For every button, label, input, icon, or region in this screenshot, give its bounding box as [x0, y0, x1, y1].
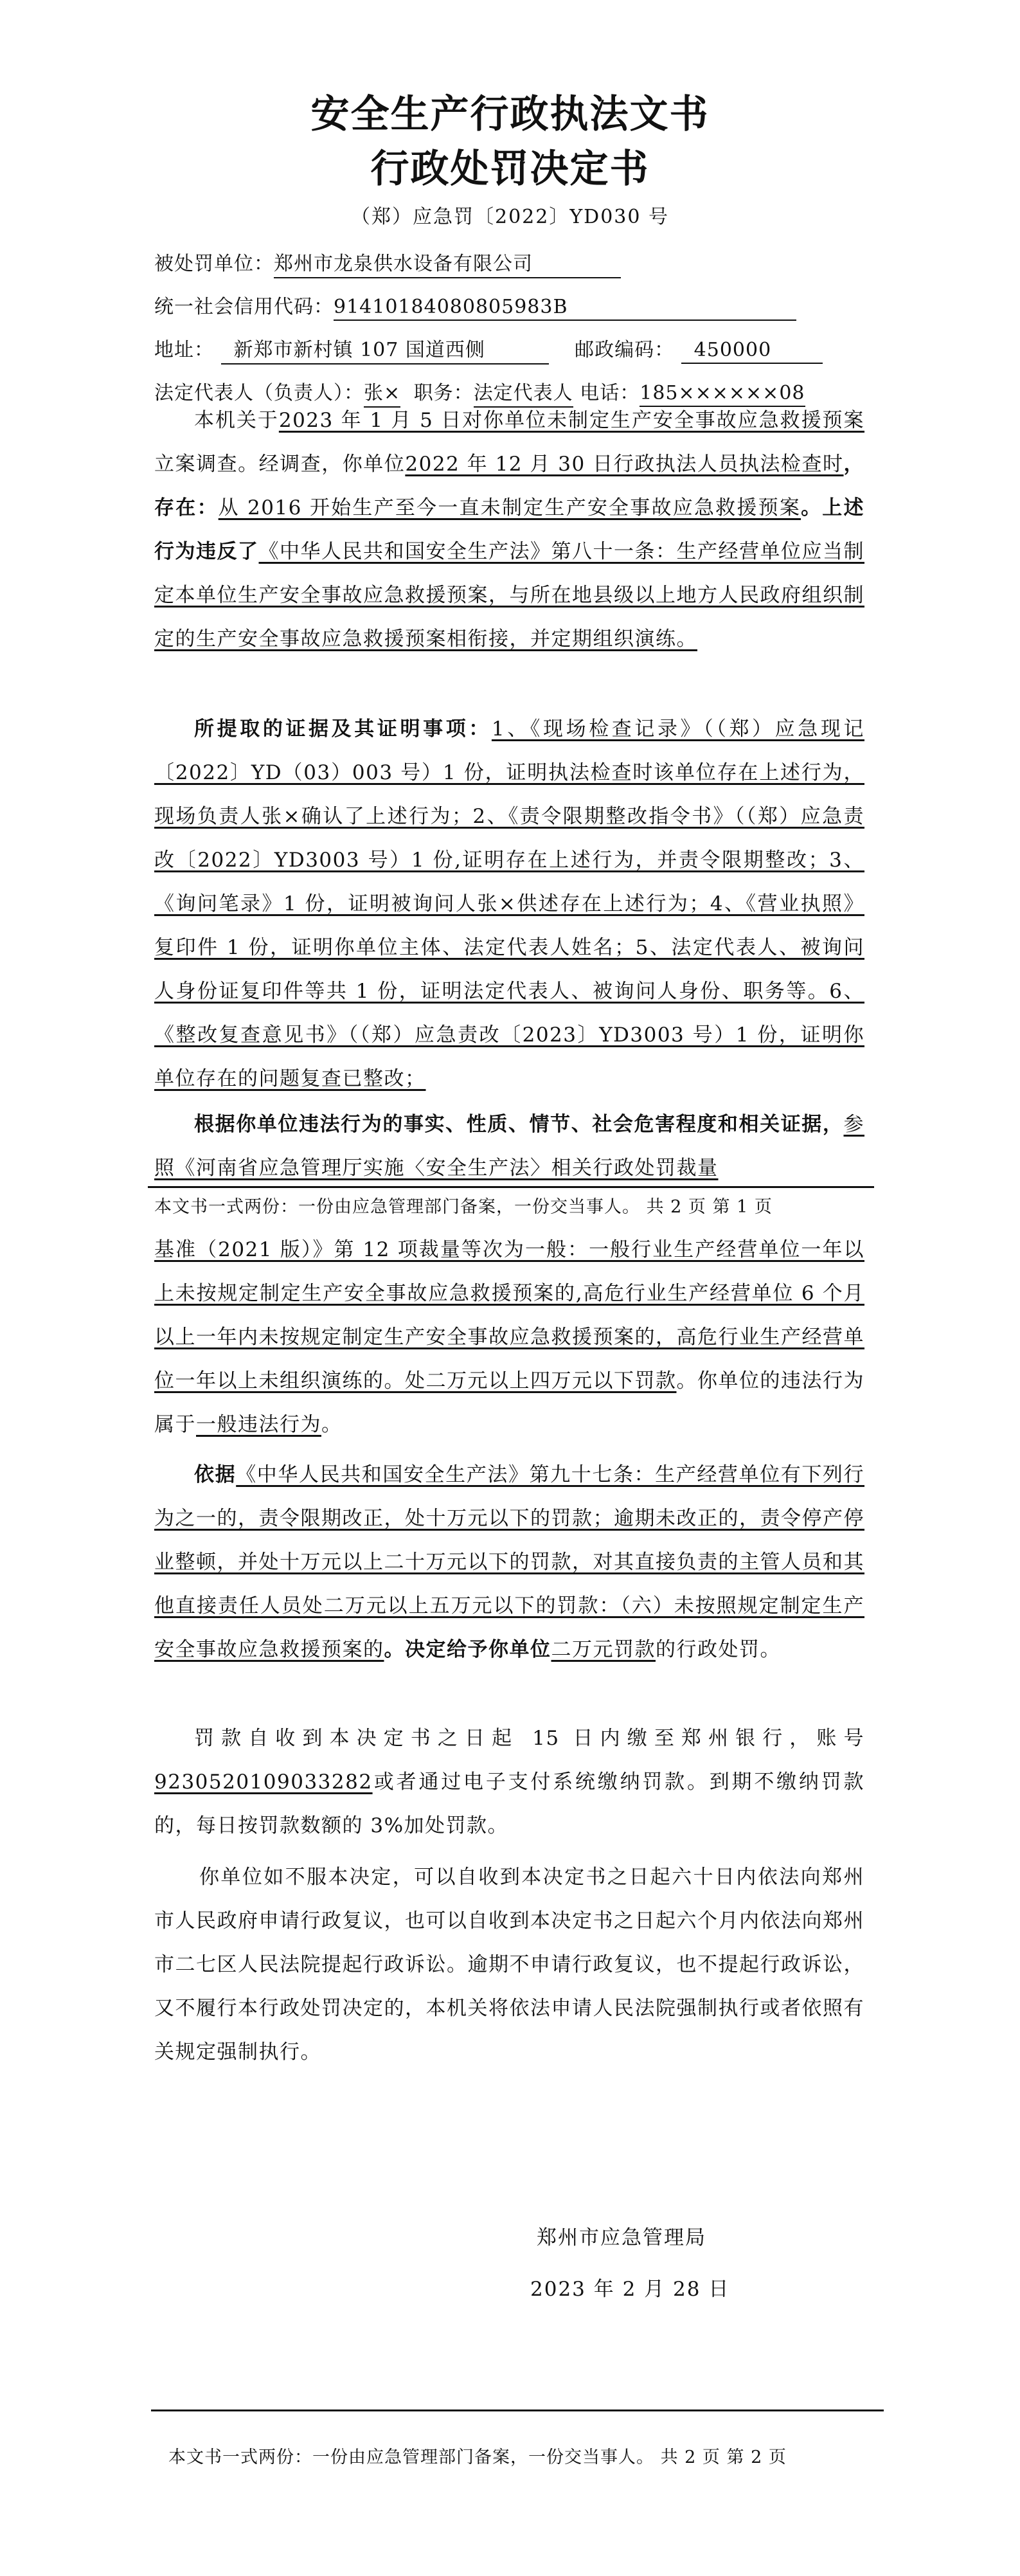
evidence-label: 所提取的证据及其证明事项： — [194, 717, 492, 741]
phone-value: 185××××××08 — [640, 382, 805, 407]
issue-date: 2023 年 2 月 28 日 — [530, 2278, 730, 2301]
discretion-reference: 参照《河南省应急管理厅实施〈安全生产法〉相关行政处罚裁量 — [154, 1113, 864, 1180]
position-value: 法定代表人 — [474, 377, 573, 408]
facts-exists-label: ，存在： — [154, 453, 865, 519]
page-footer-2: 本文书一式两份：一份由应急管理部门备案，一份交当事人。 共 2 页 第 2 页 — [168, 2447, 787, 2467]
violation-description: 从 2016 开始生产至今一直未制定生产安全事故应急救援预案 — [218, 496, 801, 519]
basis-intro: 根据你单位违法行为的事实、性质、情节、社会危害程度和相关证据， — [194, 1113, 844, 1136]
appeal-paragraph: 你单位如不服本决定，可以自收到本决定书之日起六十日内依法向郑州市人民政府申请行政复议，也可以自收到本决定书之日起六个月内依法向郑州市二七区人民法院提起行政诉讼。逾期不申请行政复议，也不提起行政诉讼，又不履行本行政处罚决定的，本机关将依法申请人民法院强制执行或者依照有关规定强制执行。 — [154, 1866, 864, 2064]
issuing-authority: 郑州市应急管理局 — [537, 2226, 706, 2249]
entity-value: 郑州市龙泉供水设备有限公司 — [274, 248, 621, 278]
entity-label: 被处罚单位： — [154, 253, 274, 275]
address-row — [154, 334, 823, 365]
legal-basis-label: 依据 — [194, 1463, 237, 1486]
discretion-standard: 基准（2021 版）》第 12 项裁量等次为一般：一般行业生产经营单位一年以上未按规定制定生产安全事故应急救援预案的,高危行业生产经营单位 6 个月以上一年内未按规定制定生产安全事故应急救援预案的，高危行业生产经营单位一年以上未组织演练的。处二万元以上四万元以下罚款 — [154, 1238, 864, 1392]
facts-paragraph — [154, 399, 864, 661]
classification-intro: 。你单位的违法行为属于 — [154, 1369, 864, 1436]
classification-end: 。 — [321, 1413, 343, 1436]
case-filing-date: 2023 年 1 月 5 日对你单位未制定生产安全事故应急救援预案 — [278, 409, 865, 432]
evidence-list: 1、《现场检查记录》（（郑）应急现记〔2022〕YD（03）003 号）1 份，证明执法检查时该单位存在上述行为，现场负责人张×确认了上述行为；2、《责令限期整改指令书》（（郑）应急责改〔2022〕YD3003 号）1 份,证明存在上述行为，并责令限期整改；3、《询问笔录》1 份，证明被询问人张×供述存在上述行为；4、《营业执照》复印件 1 份，证明你单位主体、法定代表人姓名；5、法定代表人、被询问人身份证复印件等共 1 份，证明法定代表人、被询问人身份、职务等。6、《整改复查意见书》（（郑）应急责改〔2023〕YD3003 号）1 份，证明你单位存在的问题复查已整改； — [154, 717, 864, 1090]
violation-classification: 一般违法行为 — [196, 1413, 321, 1436]
credit-code-value: 91410184080805983B — [334, 296, 796, 321]
footer-divider — [151, 2409, 884, 2411]
page-footer-1: 本文书一式两份：一份由应急管理部门备案，一份交当事人。 共 2 页 第 1 页 — [154, 1197, 773, 1217]
credit-code-label: 统一社会信用代码： — [154, 296, 334, 318]
document-category-title: 安全生产行政执法文书 — [310, 92, 710, 137]
document-number: （郑）应急罚〔2022〕YD030 号 — [350, 206, 669, 228]
representative-label: 法定代表人（负责人）： — [154, 382, 364, 404]
credit-code-row — [154, 291, 796, 321]
phone-label: 电话： — [580, 382, 640, 404]
facts-text: 立案调查。经调查，你单位 — [154, 453, 406, 476]
violation-intro: 。上述行为违反了 — [154, 496, 865, 563]
penalized-entity-row — [154, 248, 621, 278]
bank-account-number: 9230520109033282 — [154, 1770, 373, 1794]
facts-intro: 本机关于 — [194, 409, 279, 432]
representative-value: 张× — [364, 377, 400, 408]
violated-law-clause: 《中华人民共和国安全生产法》第八十一条：生产经营单位应当制定本单位生产安全事故应急救援预案，与所在地县级以上地方人民政府组织制定的生产安全事故应急救援预案相衔接，并定期组织演练。 — [154, 540, 864, 651]
penalty-amount: 二万元罚款 — [551, 1638, 656, 1661]
evidence-paragraph — [154, 707, 864, 1101]
basis-paragraph — [154, 1103, 864, 1190]
position-label: 职务： — [413, 382, 474, 404]
payment-instructions: 罚款自收到本决定书之日起 15 日内缴至郑州银行，账号 — [194, 1727, 864, 1750]
page-divider — [148, 1186, 874, 1188]
late-payment-terms: 或者通过电子支付系统缴纳罚款。到期不缴纳罚款的，每日按罚款数额的 3%加处罚款。 — [154, 1770, 864, 1837]
address-label: 地址： — [154, 339, 214, 361]
inspection-date: 2022 年 12 月 30 日行政执法人员执法检查时 — [405, 453, 844, 476]
decision-intro: 。决定给予你单位 — [384, 1638, 551, 1661]
decision-paragraph — [154, 1453, 864, 1671]
postcode-value: 450000 — [681, 339, 823, 364]
document-title: 行政处罚决定书 — [370, 147, 650, 192]
postcode-label: 邮政编码： — [575, 339, 675, 361]
decision-end: 的行政处罚。 — [656, 1638, 781, 1661]
address-value: 新郑市新村镇 107 国道西侧 — [221, 334, 549, 365]
legal-basis-clause: 《中华人民共和国安全生产法》第九十七条：生产经营单位有下列行为之一的，责令限期改正，处十万元以下的罚款；逾期未改正的，责令停产停业整顿，并处十万元以上二十万元以下的罚款，对其直接负责的主管人员和其他直接责任人员处二万元以上五万元以下的罚款：（六）未按照规定制定生产安全事故应急救援预案的 — [154, 1463, 865, 1661]
payment-paragraph — [154, 1716, 864, 1848]
discretion-paragraph — [154, 1228, 864, 1446]
